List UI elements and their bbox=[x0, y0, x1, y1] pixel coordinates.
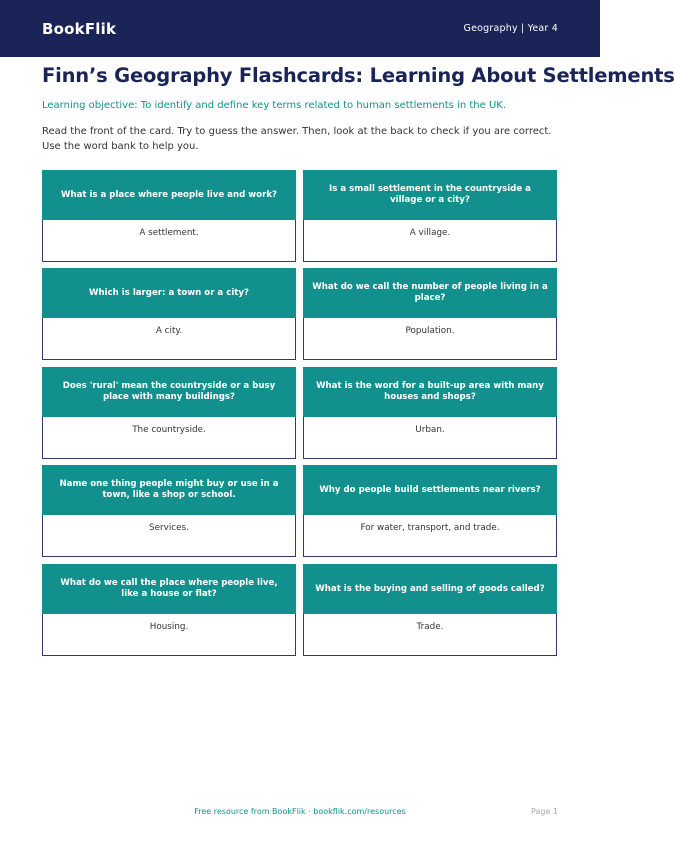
flashcard-front: What do we call the place where people live, like a house or flat? bbox=[42, 564, 296, 614]
subject-year: Geography | Year 4 bbox=[463, 23, 558, 34]
flashcard-6 bbox=[303, 367, 557, 459]
footer bbox=[0, 807, 600, 821]
flashcard-front: Which is larger: a town or a city? bbox=[42, 268, 296, 318]
flashcard-9 bbox=[42, 564, 296, 656]
flashcard-5 bbox=[42, 367, 296, 459]
flashcard-back: Urban. bbox=[303, 417, 557, 459]
flashcard-back: The countryside. bbox=[42, 417, 296, 459]
flashcard-10 bbox=[303, 564, 557, 656]
flashcard-front: Name one thing people might buy or use in a town, like a shop or school. bbox=[42, 465, 296, 515]
brand-logo: BookFlik bbox=[42, 19, 117, 38]
page-title: Finn’s Geography Flashcards: Learning About Settlements bbox=[42, 64, 675, 87]
flashcard-front: What is the word for a built-up area with many houses and shops? bbox=[303, 367, 557, 417]
flashcard-front: What is the buying and selling of goods called? bbox=[303, 564, 557, 614]
flashcard-front: What is a place where people live and work? bbox=[42, 170, 296, 220]
flashcard-1 bbox=[42, 170, 296, 262]
flashcard-front: What do we call the number of people living in a place? bbox=[303, 268, 557, 318]
flashcard-back: Housing. bbox=[42, 614, 296, 656]
flashcard-2 bbox=[303, 170, 557, 262]
flashcard-7 bbox=[42, 465, 296, 557]
flashcard-8 bbox=[303, 465, 557, 557]
page-number: Page 1 bbox=[531, 807, 558, 816]
flashcard-back: Trade. bbox=[303, 614, 557, 656]
flashcard-4 bbox=[303, 268, 557, 360]
flashcard-3 bbox=[42, 268, 296, 360]
flashcard-back: A village. bbox=[303, 220, 557, 262]
footer-resource-link[interactable]: Free resource from BookFlik · bookflik.com/resources bbox=[194, 807, 406, 816]
flashcard-front: Does 'rural' mean the countryside or a busy place with many buildings? bbox=[42, 367, 296, 417]
flashcard-front: Why do people build settlements near rivers? bbox=[303, 465, 557, 515]
learning-objective: Learning objective: To identify and define key terms related to human settlements in the UK. bbox=[42, 100, 506, 111]
instructions: Read the front of the card. Try to guess the answer. Then, look at the back to check if you are correct. Use the word bank to help you. bbox=[42, 126, 552, 152]
flashcard-back: For water, transport, and trade. bbox=[303, 515, 557, 557]
flashcard-front: Is a small settlement in the countryside a village or a city? bbox=[303, 170, 557, 220]
flashcard-back: A settlement. bbox=[42, 220, 296, 262]
top-bar bbox=[0, 0, 600, 57]
flashcard-back: Services. bbox=[42, 515, 296, 557]
flashcard-back: A city. bbox=[42, 318, 296, 360]
flashcard-back: Population. bbox=[303, 318, 557, 360]
